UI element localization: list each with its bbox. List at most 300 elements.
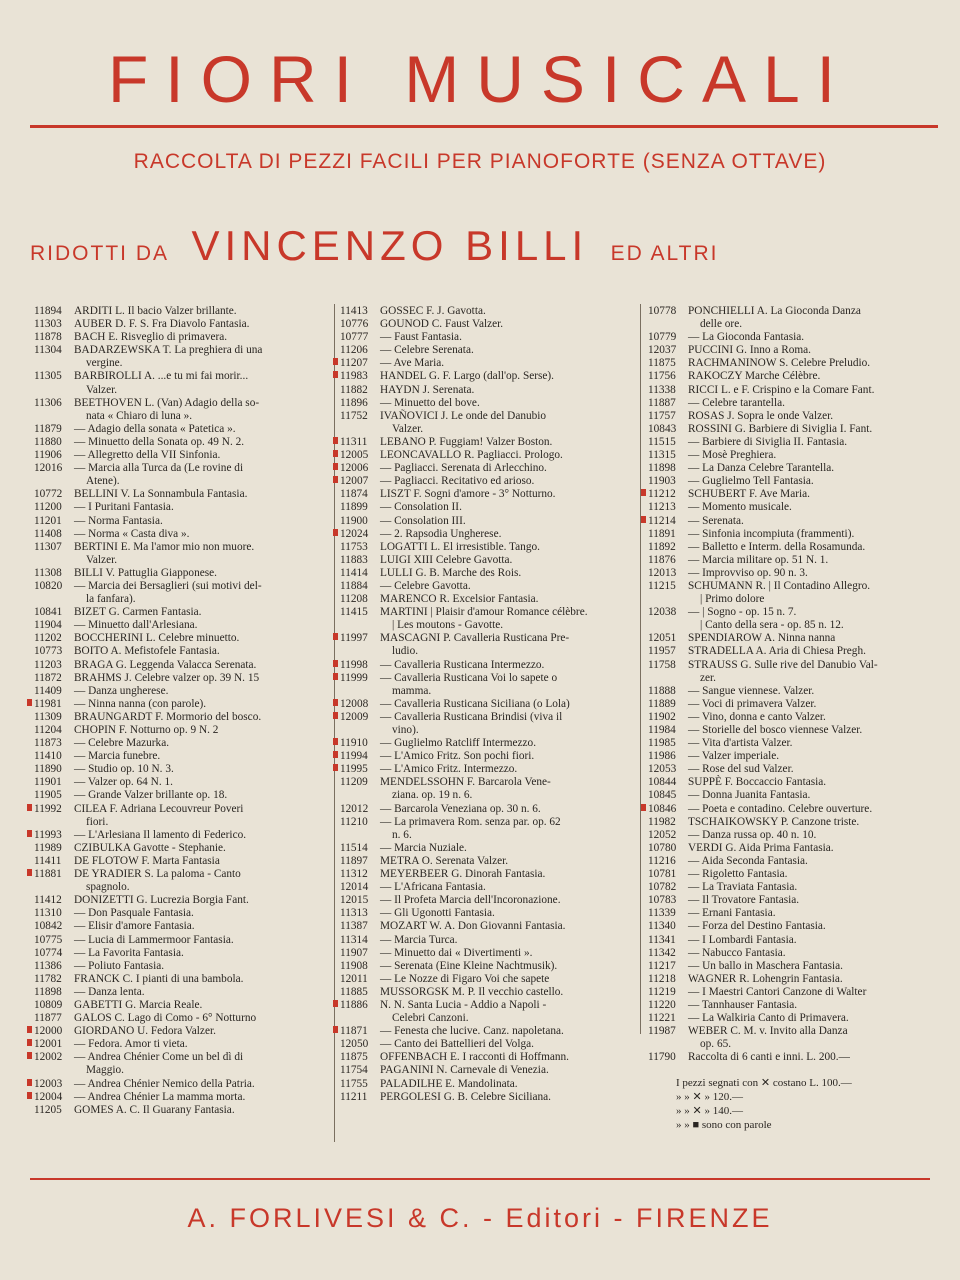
catalog-entry (340, 370, 636, 383)
catalog-number-text: 11985 (648, 737, 676, 750)
entry-title: MARENCO R. Excelsior Fantasia. (380, 593, 539, 606)
catalog-number (648, 816, 688, 829)
entry-title: ARDITI L. Il bacio Valzer brillante. (74, 305, 237, 317)
catalog-number-text: 11987 (648, 1025, 676, 1038)
catalog-entry (340, 462, 636, 475)
catalog-entry (340, 659, 636, 672)
entry-title: — Norma « Casta diva ». (74, 527, 190, 540)
entry-title: SUPPÈ F. Boccaccio Fantasia. (688, 776, 827, 789)
catalog-number-text: 11200 (34, 501, 62, 514)
catalog-entry (34, 711, 330, 724)
entry-title: — La Danza Celebre Tarantella. (688, 462, 835, 475)
entry-title: LISZT F. Sogni d'amore - 3° Notturno. (380, 488, 556, 501)
catalog-number-text: 11984 (648, 724, 676, 736)
catalog-number (34, 1051, 74, 1064)
catalog-number (648, 1025, 688, 1038)
entry-title: — Forza del Destino Fantasia. (688, 920, 826, 933)
catalog-number-text: 11304 (34, 344, 62, 357)
entry-title: — I Puritani Fantasia. (74, 501, 174, 514)
catalog-number (340, 1051, 380, 1064)
catalog-number (34, 541, 74, 554)
catalog-entry (648, 606, 942, 632)
catalog-entry (34, 789, 330, 802)
catalog-number-text: 11889 (648, 697, 676, 710)
entry-title-continued: Valzer. (86, 553, 118, 566)
catalog-number (34, 1091, 74, 1104)
catalog-entry (340, 606, 636, 632)
catalog-number (648, 724, 688, 737)
catalog-number-text: 12005 (340, 449, 369, 462)
catalog-number-text: 11310 (34, 907, 62, 920)
catalog-entry (340, 907, 636, 920)
catalog-entry (34, 947, 330, 960)
catalog-number (648, 488, 688, 501)
catalog-number (340, 384, 380, 397)
catalog-number (34, 934, 74, 947)
catalog-number-text: 11311 (340, 435, 368, 448)
catalog-number (34, 305, 74, 318)
entry-title: — Tannhauser Fantasia. (688, 998, 798, 1011)
catalog-entry (34, 934, 330, 947)
catalog-number (34, 1012, 74, 1025)
catalog-number-text: 11981 (34, 697, 62, 710)
catalog-number (648, 397, 688, 410)
catalog-number-text: 11307 (34, 540, 62, 553)
catalog-entry (34, 986, 330, 999)
catalog-entry (34, 632, 330, 645)
catalog-number-text: 11901 (34, 776, 62, 789)
catalog-entry (648, 868, 942, 881)
page-title: FIORI MUSICALI (107, 42, 853, 116)
catalog-number (648, 999, 688, 1012)
entry-title: PUCCINI G. Inno a Roma. (688, 344, 812, 357)
catalog-number (34, 488, 74, 501)
catalog-number-text: 11905 (34, 789, 62, 802)
catalog-number (34, 960, 74, 973)
catalog-number-text: 11998 (340, 658, 368, 671)
catalog-entry (340, 986, 636, 999)
catalog-number-text: 12014 (340, 881, 369, 894)
catalog-entry (648, 763, 942, 776)
catalog-entry (648, 1051, 942, 1064)
catalog-number (34, 868, 74, 881)
catalog-number (648, 475, 688, 488)
catalog-number (34, 829, 74, 842)
catalog-number (648, 907, 688, 920)
entry-title: SCHUMANN R. | Il Contadino Allegro. (688, 579, 871, 592)
entry-title: — Barbiere di Siviglia II. Fantasia. (688, 435, 848, 448)
catalog-entry (340, 501, 636, 514)
catalog-number (34, 659, 74, 672)
catalog-entry (648, 488, 942, 501)
catalog-number-text: 11757 (648, 409, 676, 422)
entry-title: — Andrea Chénier Come un bel dì di (74, 1051, 244, 1064)
entry-title: GOMES A. C. Il Guarany Fantasia. (74, 1103, 235, 1116)
entry-title: MASCAGNI P. Cavalleria Rusticana Pre- (380, 632, 570, 645)
catalog-number-text: 11898 (648, 462, 676, 475)
entry-title: — Studio op. 10 N. 3. (74, 763, 174, 776)
catalog-entry (34, 920, 330, 933)
catalog-entry (340, 410, 636, 436)
catalog-number (648, 567, 688, 580)
catalog-entry (648, 737, 942, 750)
catalog-number-text: 11994 (340, 750, 368, 763)
entry-title: — La Gioconda Fantasia. (688, 331, 805, 344)
catalog-entry (340, 816, 636, 842)
catalog-entry (34, 344, 330, 370)
catalog-number-text: 11217 (648, 959, 676, 972)
catalog-entry (340, 737, 636, 750)
catalog-number-text: 11339 (648, 907, 676, 920)
entry-title-continued: mamma. (392, 684, 432, 697)
catalog-entry (34, 528, 330, 541)
catalog-number (34, 907, 74, 920)
catalog-entry (648, 907, 942, 920)
catalog-number-text: 10782 (648, 881, 677, 894)
catalog-number (340, 934, 380, 947)
arranger-line (30, 222, 930, 270)
catalog-number-text: 11214 (648, 514, 676, 527)
publisher-imprint: A. FORLIVESI & C. - Editori - FIRENZE (187, 1203, 773, 1233)
catalog-number-text: 10779 (648, 331, 677, 344)
catalog-number-text: 11408 (34, 527, 62, 540)
catalog-entry (34, 659, 330, 672)
price-mark-icon (641, 489, 646, 496)
catalog-number-text: 12004 (34, 1090, 63, 1103)
price-mark-icon (27, 804, 32, 811)
catalog-entry (340, 947, 636, 960)
catalog-entry (340, 776, 636, 802)
catalog-number (340, 881, 380, 894)
catalog-number (34, 567, 74, 580)
catalog-number (340, 449, 380, 462)
catalog-entry (648, 567, 942, 580)
entry-title: — Un ballo in Maschera Fantasia. (688, 959, 843, 972)
price-mark-icon (333, 751, 338, 758)
price-mark-icon (333, 529, 338, 536)
catalog-number-text: 11883 (340, 553, 368, 566)
entry-title: IVAÑOVICI J. Le onde del Danubio (380, 409, 547, 422)
catalog-number-text: 11875 (648, 357, 676, 370)
entry-title: — Danza ungherese. (74, 684, 169, 697)
entry-title: — Elisir d'amore Fantasia. (74, 920, 195, 933)
catalog-number (340, 842, 380, 855)
price-mark-icon (333, 712, 338, 719)
legend-row: » » ✕ » 120.— (676, 1091, 743, 1104)
catalog-number-text: 12003 (34, 1077, 63, 1090)
entry-title: PALADILHE E. Mandolinata. (380, 1077, 518, 1090)
catalog-entry (34, 698, 330, 711)
catalog-entry (34, 1025, 330, 1038)
catalog-number-text: 10773 (34, 645, 63, 658)
catalog-number (340, 868, 380, 881)
catalog-number-text: 10841 (34, 606, 63, 619)
entry-title: — Lucia di Lammermoor Fantasia. (74, 933, 234, 946)
catalog-number (648, 501, 688, 514)
catalog-entry (648, 370, 942, 383)
catalog-number-text: 11206 (340, 344, 368, 357)
entry-title-continued: delle ore. (700, 318, 743, 331)
entry-title: — Danza russa op. 40 n. 10. (688, 828, 817, 841)
catalog-entry (34, 855, 330, 868)
catalog-number-text: 12016 (34, 462, 63, 475)
catalog-number (648, 894, 688, 907)
catalog-entry (648, 724, 942, 737)
entry-title: TSCHAIKOWSKY P. Canzone triste. (688, 815, 860, 828)
catalog-number (340, 554, 380, 567)
price-mark-icon (333, 673, 338, 680)
catalog-entry (34, 1104, 330, 1117)
price-legend (648, 1076, 942, 1132)
catalog-number-text: 11896 (340, 396, 368, 409)
catalog-entry (648, 803, 942, 816)
catalog-number (34, 344, 74, 357)
catalog-entry (34, 776, 330, 789)
entry-title: — Nabucco Fantasia. (688, 946, 786, 959)
catalog-number-text: 11514 (340, 841, 368, 854)
catalog-number (340, 541, 380, 554)
catalog-number-text: 12052 (648, 828, 677, 841)
entry-title: — L'Amico Fritz. Intermezzo. (380, 763, 518, 776)
catalog-number-text: 11890 (34, 763, 62, 776)
catalog-entry (648, 501, 942, 514)
catalog-number (340, 318, 380, 331)
catalog-entry (34, 606, 330, 619)
catalog-number (648, 1051, 688, 1064)
catalog-entry (340, 803, 636, 816)
catalog-number (648, 436, 688, 449)
entry-title: — 2. Rapsodia Ungherese. (380, 527, 502, 540)
catalog-number (34, 920, 74, 933)
catalog-entry (648, 776, 942, 789)
entry-title-continued: Valzer. (392, 422, 424, 435)
catalog-number (340, 1078, 380, 1091)
entry-title: — Norma Fantasia. (74, 514, 163, 527)
catalog-number (648, 973, 688, 986)
catalog-number (340, 894, 380, 907)
catalog-entry (34, 1012, 330, 1025)
entry-title: MARTINI | Plaisir d'amour Romance célèbre. (380, 606, 588, 619)
catalog-entry (34, 488, 330, 501)
entry-title-continued: ludio. (392, 645, 419, 658)
entry-title: — Serenata (Eine Kleine Nachtmusik). (380, 959, 558, 972)
catalog-number (648, 881, 688, 894)
entry-title: — L'Arlesiana Il lamento di Federico. (74, 828, 247, 841)
catalog-entry (34, 1078, 330, 1091)
catalog-entry (648, 528, 942, 541)
catalog-number (648, 934, 688, 947)
catalog-number (340, 410, 380, 423)
catalog-number-text: 12038 (648, 606, 677, 619)
catalog-number-text: 11999 (340, 671, 368, 684)
catalog-number-text: 11203 (34, 658, 62, 671)
catalog-entry (648, 659, 942, 685)
entry-title-continued: zer. (700, 671, 716, 684)
catalog-number (648, 305, 688, 318)
price-mark-icon (333, 738, 338, 745)
catalog-number (34, 685, 74, 698)
entry-title: BILLI V. Pattuglia Giapponese. (74, 566, 217, 579)
catalog-number-text: 11892 (648, 540, 676, 553)
catalog-number-text: 10781 (648, 868, 677, 881)
entry-title: — Gli Ugonotti Fantasia. (380, 907, 495, 920)
catalog-number (340, 920, 380, 933)
entry-title: CZIBULKA Gavotte - Stephanie. (74, 841, 226, 854)
catalog-number (648, 829, 688, 842)
catalog-number-text: 11900 (340, 514, 368, 527)
entry-title: — Fenesta che lucive. Canz. napoletana. (380, 1025, 564, 1038)
catalog-number-text: 11341 (648, 933, 676, 946)
entry-title: PONCHIELLI A. La Gioconda Danza (688, 305, 861, 317)
price-mark-icon (333, 699, 338, 706)
catalog-number-text: 11888 (648, 684, 676, 697)
catalog-entry (34, 423, 330, 436)
entry-title: — La Walkiria Canto di Primavera. (688, 1012, 849, 1025)
catalog-entry (648, 881, 942, 894)
catalog-number-text: 11782 (34, 972, 62, 985)
catalog-entry (648, 973, 942, 986)
catalog-entry (648, 960, 942, 973)
arranger-suffix: ED ALTRI (610, 242, 719, 265)
catalog-entry (340, 855, 636, 868)
catalog-entry (648, 645, 942, 658)
catalog-entry (648, 698, 942, 711)
catalog-entry (34, 973, 330, 986)
catalog-number (34, 436, 74, 449)
entry-title: — Il Profeta Marcia dell'Incoronazione. (380, 894, 561, 907)
entry-title: ROSAS J. Sopra le onde Valzer. (688, 409, 834, 422)
catalog-entry (340, 973, 636, 986)
catalog-number (34, 763, 74, 776)
catalog-number-text: 11897 (340, 854, 368, 867)
catalog-number-text: 11880 (34, 435, 62, 448)
entry-title-continued: spagnolo. (86, 881, 130, 894)
catalog-number (34, 776, 74, 789)
entry-title: — Balletto e Interm. della Rosamunda. (688, 540, 866, 553)
entry-title: — Poliuto Fantasia. (74, 959, 165, 972)
catalog-number-text: 11873 (34, 737, 62, 750)
entry-title: — Celebre Gavotta. (380, 579, 471, 592)
catalog-number (34, 711, 74, 724)
catalog-number (34, 397, 74, 410)
catalog-number (648, 947, 688, 960)
entry-title: — Canto dei Battellieri del Volga. (380, 1038, 534, 1051)
catalog-number (340, 331, 380, 344)
catalog-number-text: 11983 (340, 370, 368, 383)
catalog-number (340, 672, 380, 685)
entry-title: — L'Africana Fantasia. (380, 881, 486, 894)
catalog-column-2 (340, 305, 636, 1104)
entry-title: WAGNER R. Lohengrin Fantasia. (688, 972, 843, 985)
entry-title: WEBER C. M. v. Invito alla Danza (688, 1025, 848, 1038)
catalog-number-text: 11758 (648, 658, 676, 671)
catalog-entry (34, 750, 330, 763)
catalog-number-text: 11957 (648, 645, 676, 658)
catalog-number-text: 10783 (648, 894, 677, 907)
catalog-number (648, 357, 688, 370)
catalog-number-text: 11902 (648, 710, 676, 723)
catalog-number (340, 960, 380, 973)
catalog-number-text: 11982 (648, 815, 676, 828)
catalog-number-text: 11904 (34, 619, 62, 632)
entry-title: BELLINI V. La Sonnambula Fantasia. (74, 488, 248, 501)
catalog-entry (34, 672, 330, 685)
catalog-column-3 (648, 305, 942, 1132)
price-mark-icon (333, 660, 338, 667)
price-mark-icon (27, 1079, 32, 1086)
entry-title: PERGOLESI G. B. Celebre Siciliana. (380, 1090, 551, 1103)
catalog-number (34, 855, 74, 868)
price-mark-icon (27, 1092, 32, 1099)
catalog-entry (648, 541, 942, 554)
catalog-entry (340, 397, 636, 410)
catalog-number-text: 11342 (648, 946, 676, 959)
entry-title: — Andrea Chénier La mamma morta. (74, 1090, 246, 1103)
catalog-entry (648, 344, 942, 357)
entry-title: BOITO A. Mefistofele Fantasia. (74, 645, 220, 658)
entry-title: — La Traviata Fantasia. (688, 881, 798, 894)
catalog-entry (648, 475, 942, 488)
entry-title-continued: Maggio. (86, 1064, 124, 1077)
catalog-number (648, 737, 688, 750)
catalog-entry (648, 986, 942, 999)
catalog-number-text: 12011 (340, 972, 368, 985)
catalog-entry (648, 999, 942, 1012)
catalog-number (34, 789, 74, 802)
entry-title: — Andrea Chénier Nemico della Patria. (74, 1077, 255, 1090)
entry-title: — Mosè Preghiera. (688, 449, 777, 462)
entry-title: — Marcia alla Turca da (Le rovine di (74, 462, 244, 475)
catalog-entry (648, 384, 942, 397)
entry-title: — Guglielmo Ratcliff Intermezzo. (380, 737, 537, 750)
catalog-number-text: 11908 (340, 959, 368, 972)
entry-title: HAYDN J. Serenata. (380, 383, 475, 396)
catalog-number-text: 11338 (648, 383, 676, 396)
catalog-number-text: 11910 (340, 737, 368, 750)
catalog-number-text: 11992 (34, 802, 62, 815)
catalog-number (34, 370, 74, 383)
footer-rule (30, 1178, 930, 1180)
catalog-number (34, 331, 74, 344)
entry-title: BERTINI E. Ma l'amor mio non muore. (74, 540, 255, 553)
catalog-number (340, 528, 380, 541)
entry-title: BEETHOVEN L. (Van) Adagio della so- (74, 396, 260, 409)
catalog-number (34, 1078, 74, 1091)
catalog-number-text: 11208 (340, 593, 368, 606)
catalog-entry (34, 685, 330, 698)
entry-title: LULLI G. B. Marche des Rois. (380, 566, 522, 579)
catalog-number (648, 423, 688, 436)
catalog-number (34, 698, 74, 711)
catalog-number-text: 12008 (340, 697, 369, 710)
catalog-entry (34, 541, 330, 567)
catalog-number (34, 842, 74, 855)
entry-title: — La Favorita Fantasia. (74, 946, 184, 959)
catalog-number-text: 11413 (340, 305, 368, 317)
catalog-number-text: 10842 (34, 920, 63, 933)
entry-title: SCHUBERT F. Ave Maria. (688, 488, 810, 501)
catalog-entry (648, 685, 942, 698)
catalog-number-text: 11997 (340, 632, 368, 645)
catalog-number-text: 11881 (34, 868, 62, 881)
entry-title: — Rigoletto Fantasia. (688, 868, 788, 881)
catalog-number (340, 776, 380, 789)
catalog-number-text: 11211 (340, 1090, 368, 1103)
entry-title: — Improvviso op. 90 n. 3. (688, 566, 808, 579)
catalog-number (34, 750, 74, 763)
catalog-number (34, 999, 74, 1012)
catalog-number (648, 868, 688, 881)
